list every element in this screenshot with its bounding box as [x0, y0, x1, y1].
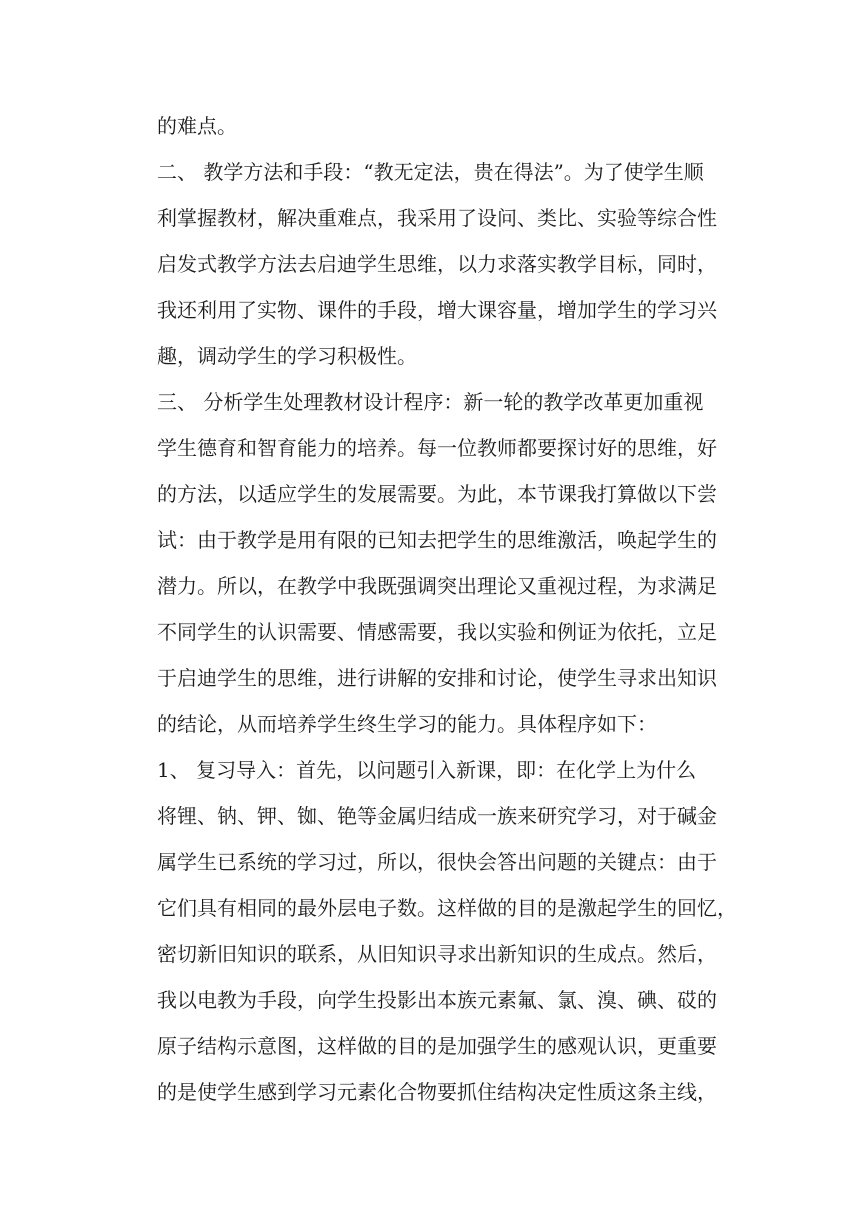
text-line-10: 试：由于教学是用有限的已知去把学生的思维激活，唤起学生的 [157, 528, 717, 552]
text-line-6: 趣，调动学生的学习积极性。 [157, 344, 417, 368]
text-line-21: 原子结构示意图，这样做的目的是加强学生的感观认识，更重要 [157, 1034, 717, 1058]
text-line-13: 于启迪学生的思维，进行讲解的安排和讨论，使学生寻求出知识 [157, 666, 717, 690]
text-line-18: 它们具有相同的最外层电子数。这样做的目的是激起学生的回忆， [157, 896, 737, 920]
text-line-5: 我还利用了实物、课件的手段，增大课容量，增加学生的学习兴 [157, 298, 717, 322]
text-line-1: 的难点。 [157, 114, 237, 138]
text-line-11: 潜力。所以，在教学中我既强调突出理论又重视过程，为求满足 [157, 574, 717, 598]
text-line-15: 1、 复习导入：首先，以问题引入新课，即：在化学上为什么 [157, 758, 697, 782]
text-line-7: 三、 分析学生处理教材设计程序：新一轮的教学改革更加重视 [157, 390, 704, 414]
text-line-3: 利掌握教材，解决重难点，我采用了设问、类比、实验等综合性 [157, 206, 717, 230]
text-line-12: 不同学生的认识需要、情感需要，我以实验和例证为依托，立足 [157, 620, 717, 644]
text-line-9: 的方法，以适应学生的发展需要。为此，本节课我打算做以下尝 [157, 482, 717, 506]
text-line-14: 的结论，从而培养学生终生学习的能力。具体程序如下： [157, 712, 657, 736]
text-line-16: 将锂、钠、钾、铷、铯等金属归结成一族来研究学习，对于碱金 [157, 804, 717, 828]
text-line-20: 我以电教为手段，向学生投影出本族元素氟、氯、溴、碘、砹的 [157, 988, 717, 1012]
text-line-17: 属学生已系统的学习过，所以，很快会答出问题的关键点：由于 [157, 850, 717, 874]
text-line-22: 的是使学生感到学习元素化合物要抓住结构决定性质这条主线， [157, 1080, 717, 1104]
text-line-19: 密切新旧知识的联系，从旧知识寻求出新知识的生成点。然后， [157, 942, 717, 966]
text-line-2: 二、 教学方法和手段：“教无定法，贵在得法”。为了使学生顺 [157, 160, 704, 184]
text-line-4: 启发式教学方法去启迪学生思维，以力求落实教学目标，同时， [157, 252, 717, 276]
text-line-8: 学生德育和智育能力的培养。每一位教师都要探讨好的思维，好 [157, 436, 717, 460]
